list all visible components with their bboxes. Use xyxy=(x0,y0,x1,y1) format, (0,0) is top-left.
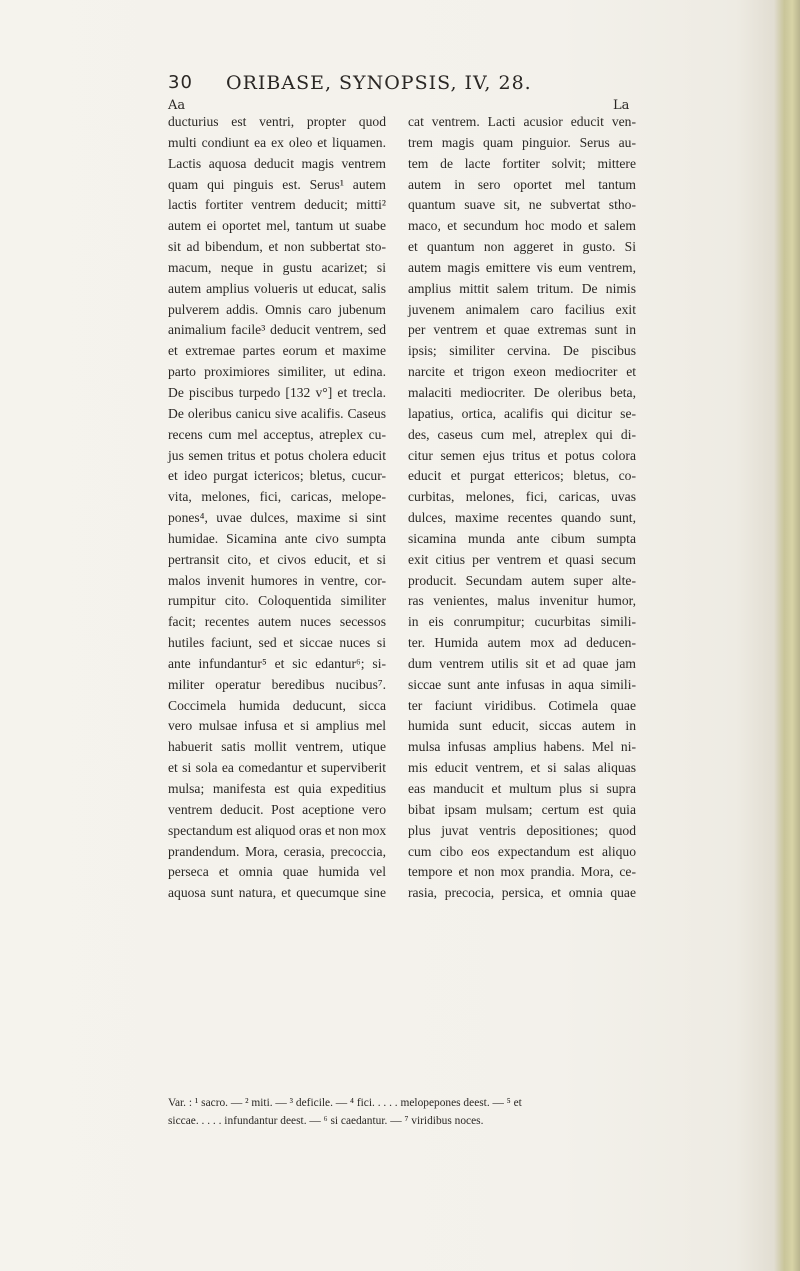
left-column-line: autem ei oportet mel, tantum ut suabe xyxy=(168,218,386,234)
right-column-line: in eis conrumpitur; cucurbitas simili- xyxy=(408,614,636,630)
left-column-line: ante infundantur⁵ et sic edantur⁶; si- xyxy=(168,655,386,671)
left-column-line: macum, neque in gustu acarizet; si xyxy=(168,259,386,275)
left-column-line: autem amplius volueris ut educat, salis xyxy=(168,280,386,296)
right-column-line: tempore et non mox prandia. Mora, ce- xyxy=(408,864,636,880)
left-column-line: aquosa sunt natura, et quecumque sine xyxy=(168,885,386,901)
left-column-line: jus semen tritus et potus cholera educit xyxy=(168,447,386,463)
left-column-line: prandendum. Mora, cerasia, precoccia, xyxy=(168,843,386,859)
left-column-line: multi condiunt ea ex oleo et liquamen. xyxy=(168,134,386,150)
right-column-line: sicamina munda ante cibum sumpta xyxy=(408,530,636,546)
right-column-line: ras venientes, malus invenitur humor, xyxy=(408,593,636,609)
left-column-line: rumpitur cito. Coloquentida similiter xyxy=(168,593,386,609)
left-column-line: De oleribus canicu sive acalifis. Caseus xyxy=(168,405,386,421)
left-column-line: pertransit cito, et civos educit, et si xyxy=(168,551,386,567)
left-column-line: sit ad bibendum, et non subbertat sto- xyxy=(168,239,386,255)
left-column-line: Coccimela humida deducunt, sicca xyxy=(168,697,386,713)
right-column-line: dum ventrem utilis sit et ad quae jam xyxy=(408,655,636,671)
running-title: ORIBASE, SYNOPSIS, IV, 28. xyxy=(226,72,532,94)
page-edge-shadow xyxy=(774,0,800,1271)
left-column-line: animalium facile³ deducit ventrem, sed xyxy=(168,322,386,338)
left-column-line: pones⁴, uvae dulces, maxime si sint xyxy=(168,510,386,526)
right-column-line: maco, et secundum hoc modo et salem xyxy=(408,218,636,234)
left-column-line: quam qui pinguis est. Serus¹ autem xyxy=(168,176,386,192)
right-column-line: curbitas, melones, fici, caricas, uvas xyxy=(408,489,636,505)
left-column-line: ventrem deducit. Post aceptione vero xyxy=(168,801,386,817)
right-column-line: juvenem animalem caro facilius exit xyxy=(408,301,636,317)
left-text-column xyxy=(168,112,386,904)
left-column-line: et extremae partes eorum et maxime xyxy=(168,343,386,359)
left-column-line: lactis fortiter ventrem deducit; mitti² xyxy=(168,197,386,213)
left-column-line: spectandum est aliquod oras et non mox xyxy=(168,822,387,838)
right-column-line: ter faciunt viridibus. Cotimela quae xyxy=(408,697,636,713)
right-column-line: rasia, precocia, persica, et omnia quae xyxy=(408,885,636,901)
right-column-line: dulces, maxime recentes quando sunt, xyxy=(408,510,636,526)
left-column-line: humidae. Sicamina ante civo sumpta xyxy=(168,530,386,546)
left-column-line: vero mulsae infusa et si amplius mel xyxy=(168,718,386,734)
right-column-line: narcite et trigon exeon mediocriter et xyxy=(408,364,636,380)
left-column-line: et ideo purgat ictericos; bletus, cucur- xyxy=(168,468,386,484)
variant-footnotes xyxy=(168,1094,638,1130)
right-column-line: humida sunt educit, siccas autem in xyxy=(408,718,636,734)
left-column-line: Lactis aquosa deducit magis ventrem xyxy=(168,155,386,171)
right-column-line: ter. Humida autem mox ad deducen- xyxy=(408,635,636,651)
right-column-signature: La xyxy=(613,98,630,113)
right-column-line: mulsa infusas amplius habens. Mel ni- xyxy=(408,739,636,755)
right-column-line: cum cibo eos expectandum est aliquo xyxy=(408,843,636,859)
left-column-line: De piscibus turpedo [132 v°] et trecla. xyxy=(168,384,386,400)
left-column-line: mulsa; manifesta est quia expeditius xyxy=(168,781,386,796)
right-column-line: tem de lacte fortiter solvit; mittere xyxy=(408,155,636,171)
right-text-column xyxy=(408,112,636,904)
right-column-line: plus juvat ventris depositiones; quod xyxy=(408,822,636,838)
left-column-line: habuerit satis mollit ventrem, utique xyxy=(168,739,386,755)
left-column-line: et si sola ea comedantur et superviberit xyxy=(168,760,386,776)
left-column-line: ducturius est ventri, propter quod xyxy=(168,114,386,129)
left-column-line: recens cum mel acceptus, atreplex cu- xyxy=(168,426,386,442)
left-column-line: perseca et omnia quae humida vel xyxy=(168,864,386,880)
right-column-line: des, caseus cum mel, atreplex qui di- xyxy=(408,426,636,442)
right-column-line: per ventrem et quae extremas sunt in xyxy=(408,322,636,338)
right-column-line: cat ventrem. Lacti acusior educit ven- xyxy=(408,114,636,129)
right-column-line: malaciti mediocriter. De oleribus beta, xyxy=(408,384,636,400)
right-column-line: autem magis emittere vis eum ventrem, xyxy=(408,259,636,275)
right-column-line: et quantum non aggeret in gusto. Si xyxy=(408,239,636,255)
right-column-line: amplius mittit salem tritum. De nimis xyxy=(408,280,636,296)
right-column-line: ipsis; similiter cervina. De piscibus xyxy=(408,343,636,359)
left-column-line: pulverem addis. Omnis caro jubenum xyxy=(168,301,386,317)
left-column-line: vita, melones, fici, caricas, melope- xyxy=(168,489,386,505)
right-column-line: bibat ipsam mulsam; certum est quia xyxy=(408,801,636,817)
right-column-line: autem in sero oportet mel tantum xyxy=(408,176,636,192)
running-header xyxy=(168,72,638,96)
right-column-line: eas manducit et multum plus si supra xyxy=(408,781,636,796)
left-column-line: parto proximiores similiter, ut edina. xyxy=(168,364,386,380)
left-column-line: facit; recentes autem nuces secessos xyxy=(168,614,386,630)
page-number: 30 xyxy=(168,72,193,93)
left-column-line: militer operatur beredibus nucibus⁷. xyxy=(168,676,386,692)
left-column-signature: Aa xyxy=(168,98,186,113)
right-column-line: exit citius per ventrem et quasi secum xyxy=(408,551,636,567)
right-column-line: mis educit ventrem, et si salas aliquas xyxy=(408,760,636,776)
right-column-line: quantum suave sit, ne subvertat stho- xyxy=(408,197,636,213)
right-column-line: trem magis quam pinguior. Serus au- xyxy=(408,134,636,150)
left-column-line: hutiles faciunt, sed et siccae nuces si xyxy=(168,635,386,651)
right-column-line: citur semen ejus tritus et potus colora xyxy=(408,447,636,463)
footnote-line: Var. : ¹ sacro. — ² miti. — ³ deficile. — ⁴ fici. . . . . melopepones deest. — ⁵ et xyxy=(168,1097,522,1109)
right-column-line: producit. Secundam autem super alte- xyxy=(408,572,636,588)
right-column-line: educit et purgat ettericos; bletus, co- xyxy=(408,468,636,484)
footnote-line: siccae. . . . . infundantur deest. — ⁶ si caedantur. — ⁷ viridibus noces. xyxy=(168,1115,484,1127)
left-column-line: malos invenit humores in ventre, cor- xyxy=(168,572,386,588)
right-column-line: lapatius, ortica, acalifis qui dicitur se- xyxy=(408,405,636,421)
right-column-line: siccae sunt ante infusas in aqua simili- xyxy=(408,676,636,692)
